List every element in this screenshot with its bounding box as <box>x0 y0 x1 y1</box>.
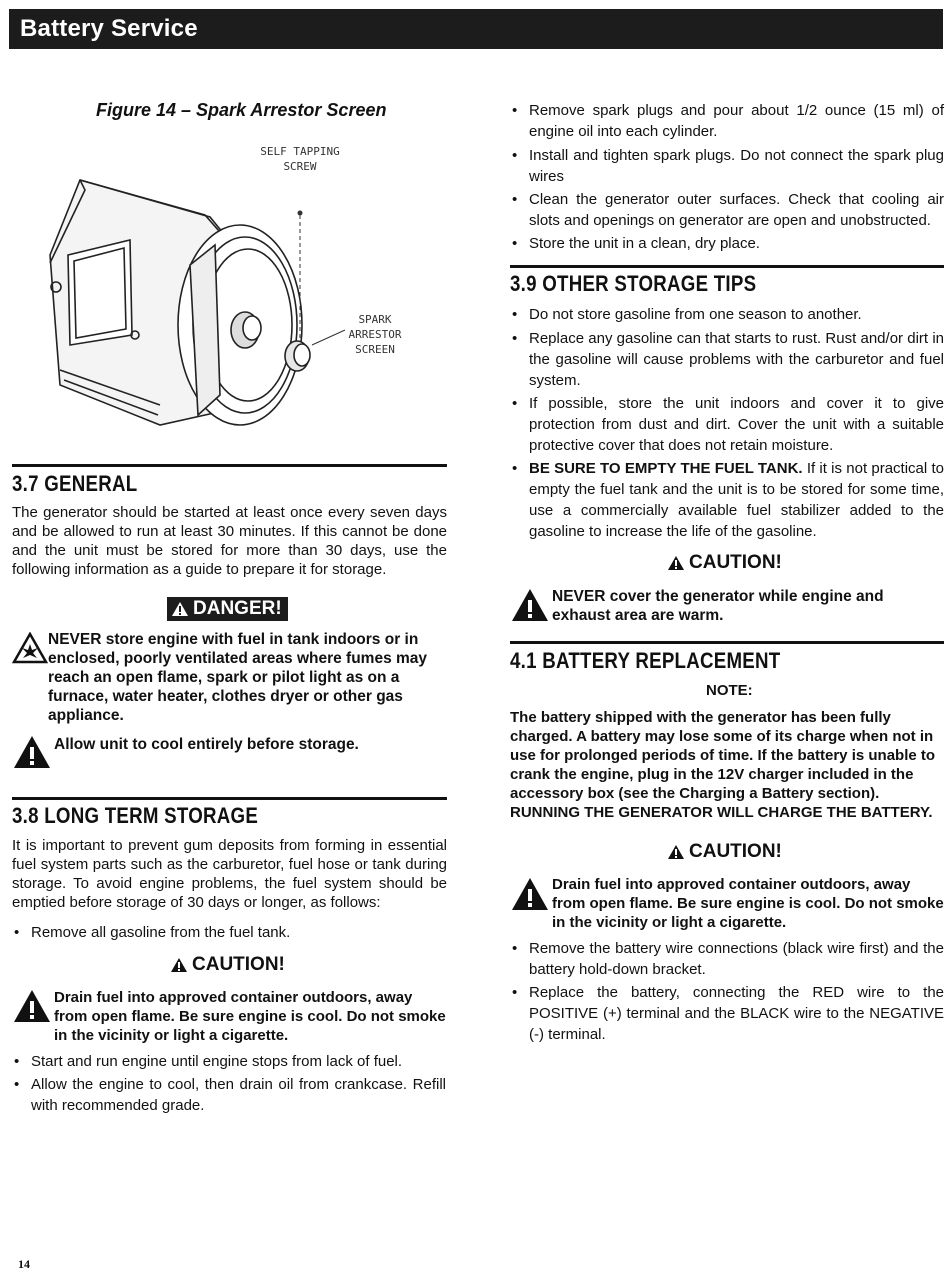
list-item: • Start and run engine until engine stops from lack of fuel. <box>12 1051 446 1072</box>
list-item: • Remove the battery wire connections (black wire first) and the battery hold-down bracket. <box>510 938 944 980</box>
caution-sign <box>667 552 782 574</box>
danger-sign <box>167 597 288 621</box>
section-divider <box>510 265 944 268</box>
section-divider <box>12 464 447 467</box>
page-header-title: Battery Service <box>20 15 198 42</box>
page-header <box>9 9 943 49</box>
section-title-long-term-storage: 3.8 LONG TERM STORAGE <box>12 803 259 828</box>
list-item: • Remove spark plugs and pour about 1/2 ounce (15 ml) of engine oil into each cylinder. <box>510 100 944 142</box>
list-item: • Replace any gasoline can that starts to rust. Rust and/or dirt in the gasoline will cause problems with the carburetor and fuel system. <box>510 328 944 391</box>
warning-triangle-icon <box>12 988 52 1024</box>
section-title-battery-replacement: 4.1 BATTERY REPLACEMENT <box>510 648 781 673</box>
warning-triangle-icon <box>667 844 685 860</box>
caution-sign <box>170 954 285 976</box>
figure-label-screen-line-2: ARRESTOR <box>348 328 402 341</box>
caution-label: CAUTION! <box>192 954 285 975</box>
figure-title: Figure 14 – Spark Arrestor Screen <box>96 100 387 120</box>
section-divider <box>12 797 447 800</box>
caution-text: Drain fuel into approved container outdoors, away from open flame. Be sure engine is cool. Do not smoke in the vicinity or light a cigarette. <box>54 989 446 1044</box>
figure-label-screen <box>330 312 420 357</box>
caution-label: CAUTION! <box>689 841 782 862</box>
caution-text: Drain fuel into approved container outdoors, away from open flame. Be sure engine is cool. Do not smoke in the vicinity or light a cigarette. <box>552 876 944 931</box>
figure-label-screen-line-1: SPARK <box>358 313 392 326</box>
note-text: The battery shipped with the generator has been fully charged. A battery may lose some of its charge when not in use for prolonged periods of time. If the battery is unable to crank the engine, plug in the 12V charger included in the accessory box (see the Charging a Battery section). RUNNING THE GENERATOR WILL CHARGE THE BATTERY. <box>510 709 936 821</box>
danger-text: NEVER store engine with fuel in tank indoors or in enclosed, poorly ventilated areas where fumes may reach an open flame, spark or pilot light as on a furnace, water heater, clothes dryer or other gas appliance. <box>48 631 428 724</box>
list-item: • Install and tighten spark plugs. Do not connect the spark plug wires <box>510 145 944 187</box>
note-label: NOTE: <box>706 682 753 699</box>
list-item: • Allow the engine to cool, then drain oil from crankcase. Refill with recommended grade. <box>12 1074 446 1116</box>
figure-label-screw <box>240 144 360 174</box>
figure-label-screen-line-3: SCREEN <box>355 343 395 356</box>
list-item <box>510 458 944 542</box>
caution-sign <box>667 841 782 863</box>
list-item: • Replace the battery, connecting the RED wire to the POSITIVE (+) terminal and the BLACK wire to the NEGATIVE (-) terminal. <box>510 982 944 1045</box>
cool-warning-text: Allow unit to cool entirely before storage. <box>54 736 359 753</box>
figure-label-screw-line-2: SCREW <box>283 160 317 173</box>
warning-triangle-icon <box>510 876 550 912</box>
section-title-other-storage-tips: 3.9 OTHER STORAGE TIPS <box>510 271 757 296</box>
list-item-bold-lead: BE SURE TO EMPTY THE FUEL TANK. <box>529 460 803 477</box>
warning-triangle-icon <box>171 601 189 617</box>
caution-text: NEVER cover the generator while engine and exhaust area are warm. <box>552 588 884 624</box>
section-divider <box>510 641 944 644</box>
warning-triangle-icon <box>170 957 188 973</box>
list-item: • Remove all gasoline from the fuel tank. <box>12 922 446 943</box>
warning-triangle-icon <box>12 734 52 770</box>
spark-arrestor-figure <box>40 135 420 440</box>
caution-label: CAUTION! <box>689 552 782 573</box>
list-item-text: If it is not practical to empty the fuel tank and the unit is to be stored for some time, use a commercially available fuel stabilizer added to the gasoline to increase the life of the gasoline. <box>529 460 944 540</box>
section-title-general: 3.7 GENERAL <box>12 471 138 496</box>
list-item: • Clean the generator outer surfaces. Check that cooling air slots and openings on generator are open and unobstructed. <box>510 189 944 231</box>
warning-triangle-icon <box>510 587 550 623</box>
list-item: • Do not store gasoline from one season to another. <box>510 304 944 325</box>
danger-label: DANGER! <box>193 598 282 619</box>
explosion-hazard-icon <box>12 632 48 664</box>
list-item: • Store the unit in a clean, dry place. <box>510 233 944 254</box>
warning-triangle-icon <box>667 555 685 571</box>
generator-muffler-illustration <box>40 135 420 440</box>
page-number: 14 <box>18 1257 30 1271</box>
long-term-paragraph: It is important to prevent gum deposits from forming in essential fuel system parts such as the carburetor, fuel hose or tank during storage. To avoid engine problems, the fuel system should be emptied before storage of 30 days or longer, as follows: <box>12 837 447 911</box>
list-item: • If possible, store the unit indoors and cover it to give protection from dust and dirt. Cover the unit with a suitable protective cover that does not retain moisture. <box>510 393 944 456</box>
figure-label-screw-line-1: SELF TAPPING <box>260 145 340 158</box>
general-paragraph: The generator should be started at least once every seven days and be allowed to run at least 30 minutes. If this cannot be done and the unit must be stored for more than 30 days, use the following information as a guide to prepare it for storage. <box>12 504 447 578</box>
